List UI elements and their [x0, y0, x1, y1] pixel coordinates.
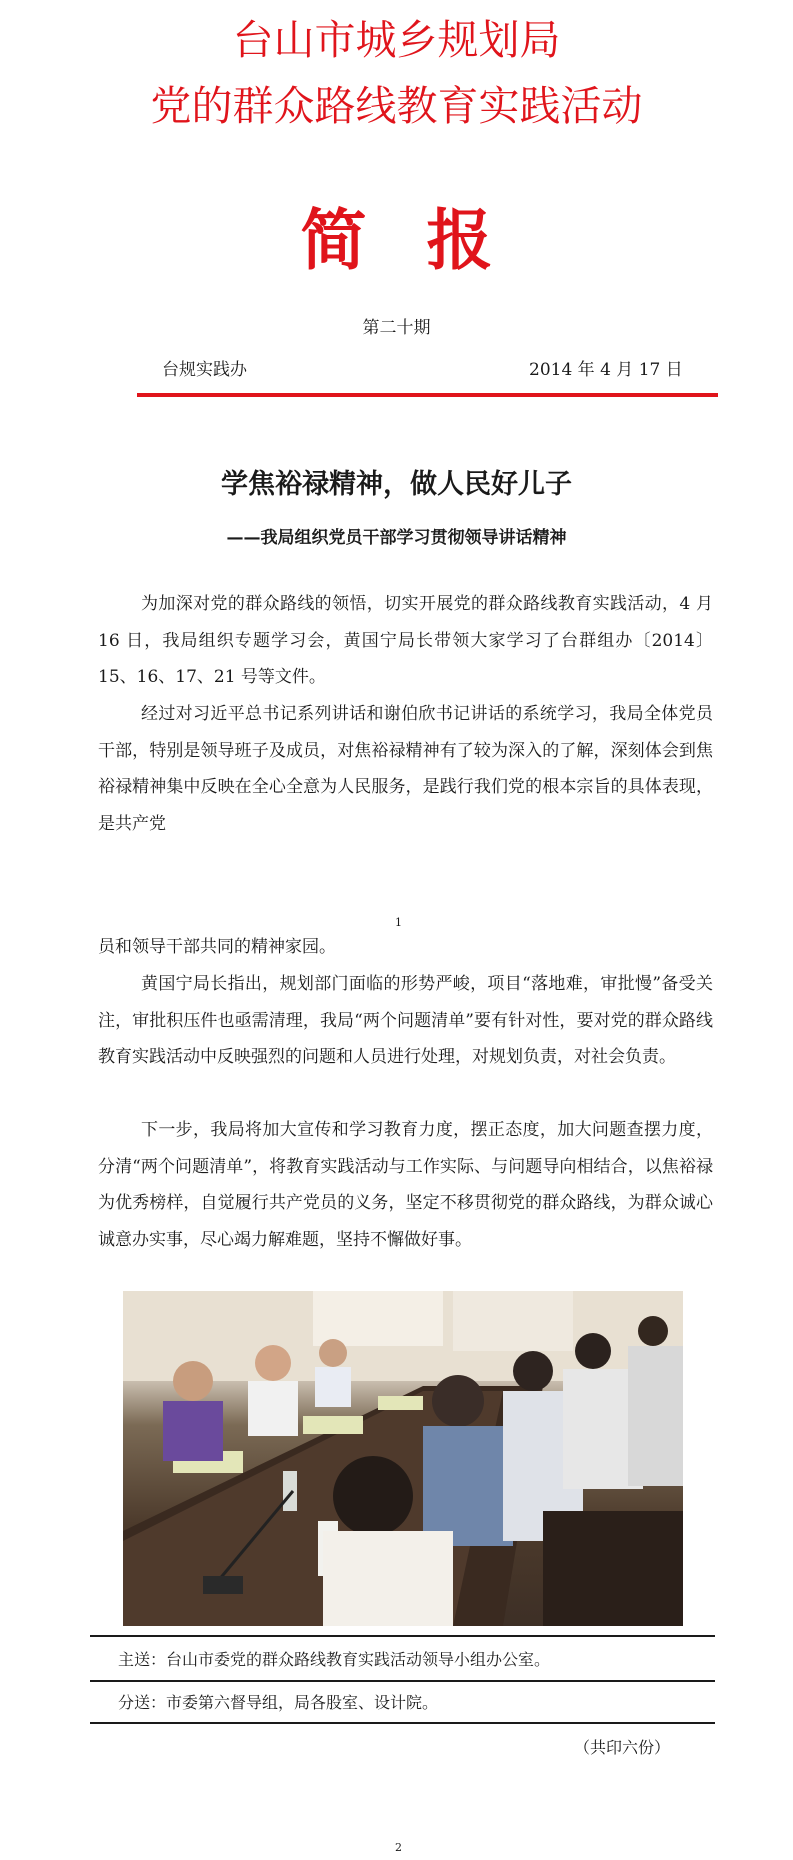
page-number-1: 1	[395, 916, 402, 929]
copy-recipients: 分送：市委第六督导组，局各股室、设计院。	[118, 1693, 439, 1712]
header-red-divider	[137, 393, 718, 397]
distribution-top-rule	[90, 1635, 715, 1637]
org-name-line2: 党的群众路线教育实践活动	[150, 82, 643, 130]
org-name-line1: 台山市城乡规划局	[232, 16, 561, 64]
body-paragraph-2-continued: 员和领导干部共同的精神家园。	[98, 937, 336, 957]
meeting-photo	[123, 1291, 683, 1626]
body-paragraph-3: 黄国宁局长指出，规划部门面临的形势严峻，项目“落地难，审批慢”备受关注，审批积压件也亟需清理，我局“两个问题清单”要有针对性，要对党的群众路线教育实践活动中反映强烈的问题和人员进行处理，对规划负责，对社会负责。	[98, 974, 713, 1068]
main-recipient: 主送：台山市委党的群众路线教育实践活动领导小组办公室。	[118, 1650, 551, 1669]
body-paragraph-2: 经过对习近平总书记系列讲话和谢伯欣书记讲话的系统学习，我局全体党员干部，特别是领导班子及成员，对焦裕禄精神有了较为深入的了解，深刻体会到焦裕禄精神集中反映在全心全意为人民服务，是践行我们党的根本宗旨的具体表现，是共产党	[98, 704, 713, 834]
article-subtitle: ——我局组织党员干部学习贯彻领导讲话精神	[226, 528, 567, 548]
print-copies-note: （共印六份）	[574, 1738, 671, 1757]
distribution-bottom-rule	[90, 1722, 715, 1724]
distribution-middle-rule	[90, 1680, 715, 1682]
issue-date: 2014 年 4 月 17 日	[529, 360, 683, 380]
body-paragraph-4: 下一步，我局将加大宣传和学习教育力度，摆正态度，加大问题查摆力度，分清“两个问题清单”，将教育实践活动与工作实际、与问题导向相结合，以焦裕禄为优秀榜样，自觉履行共产党员的义务，坚定不移贯彻党的群众路线，为群众诚心诚意办实事，尽心竭力解难题，坚持不懈做好事。	[98, 1120, 713, 1250]
page-number-2: 2	[395, 1841, 402, 1854]
issuer: 台规实践办	[162, 360, 247, 380]
article-title: 学焦裕禄精神，做人民好儿子	[221, 469, 572, 500]
body-paragraph-1: 为加深对党的群众路线的领悟，切实开展党的群众路线教育实践活动，4 月 16 日，我局组织专题学习会，黄国宁局长带领大家学习了台群组办〔2014〕15、16、17、21 号等文件。	[98, 594, 713, 688]
issue-number: 第二十期	[362, 318, 431, 338]
document-type-title: 简报	[300, 201, 553, 279]
